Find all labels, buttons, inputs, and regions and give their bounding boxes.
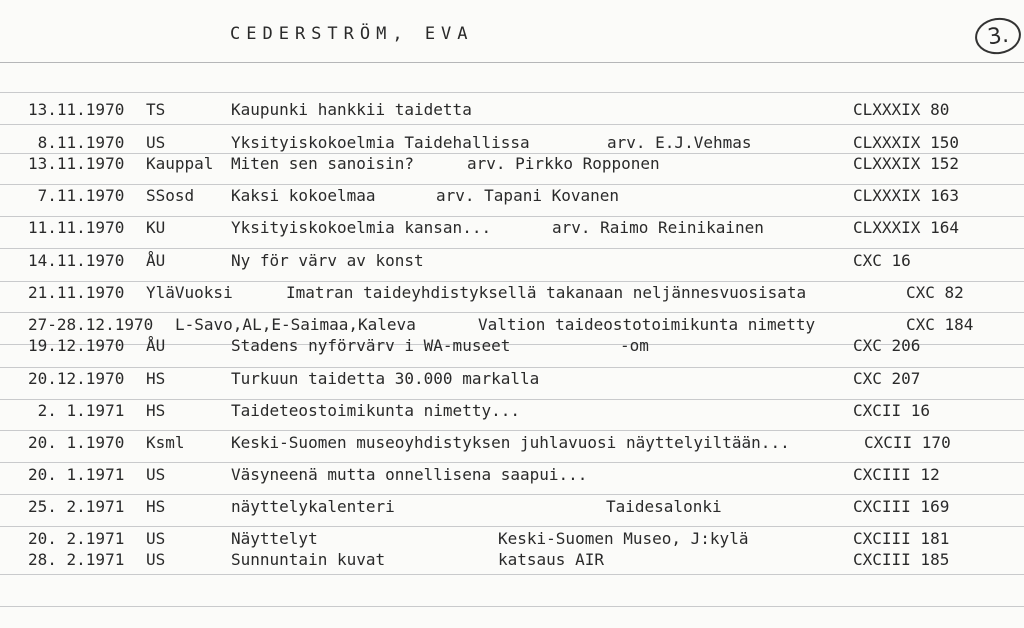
- entry-source: US: [146, 550, 166, 569]
- entry-title: Taideteostoimikunta nimetty...: [231, 401, 520, 420]
- entry-title: Kaksi kokoelmaa: [231, 186, 376, 205]
- entry-ref: CLXXXIX 152: [853, 154, 959, 173]
- entry-title: Imatran taideyhdistyksellä takanaan neljännesvuosisata: [286, 283, 807, 302]
- entry-source: L-Savo,AL,E-Saimaa,Kaleva: [175, 315, 416, 334]
- entry-date: 8.11.1970: [28, 133, 125, 152]
- ruled-line: [0, 606, 1024, 607]
- entry-ref: CXC 82: [906, 283, 964, 302]
- entry-source: HS: [146, 401, 166, 420]
- entry-ref: CLXXXIX 80: [853, 100, 950, 119]
- entry-source: Ksml: [146, 433, 185, 452]
- entry-ref: CLXXXIX 163: [853, 186, 959, 205]
- ruled-line: [0, 92, 1024, 93]
- entry-date: 20. 1.1971: [28, 465, 125, 484]
- ruled-line: [0, 248, 1024, 249]
- entry-date: 13.11.1970: [28, 154, 125, 173]
- entry-date: 7.11.1970: [28, 186, 125, 205]
- entry-source: Kauppal: [146, 154, 214, 173]
- entry-date: 20.12.1970: [28, 369, 125, 388]
- entry-note: arv. E.J.Vehmas: [607, 133, 752, 152]
- entry-title: Sunnuntain kuvat: [231, 550, 386, 569]
- entry-note: Taidesalonki: [606, 497, 722, 516]
- entry-note: katsaus AIR: [498, 550, 604, 569]
- entry-title: Väsyneenä mutta onnellisena saapui...: [231, 465, 588, 484]
- entry-title: Keski-Suomen museoyhdistyksen juhlavuosi näyttelyiltään...: [231, 433, 790, 452]
- entry-ref: CXCIII 181: [853, 529, 950, 548]
- entry-source: US: [146, 529, 166, 548]
- card-number-stamp: 3.: [973, 15, 1024, 57]
- card-title: CEDERSTRÖM, EVA: [230, 24, 474, 44]
- entry-title: Miten sen sanoisin?: [231, 154, 415, 173]
- ruled-line: [0, 281, 1024, 282]
- entry-date: 27-28.12.1970: [28, 315, 154, 334]
- entry-title: Ny för värv av konst: [231, 251, 424, 270]
- entry-date: 21.11.1970: [28, 283, 125, 302]
- entry-title: Valtion taideostotoimikunta nimetty: [478, 315, 816, 334]
- ruled-line: [0, 312, 1024, 313]
- entry-title: Stadens nyförvärv i WA-museet: [231, 336, 511, 355]
- ruled-line: [0, 430, 1024, 431]
- entry-note: arv. Pirkko Ropponen: [467, 154, 660, 173]
- entry-source: ÅU: [146, 251, 166, 270]
- ruled-line: [0, 526, 1024, 527]
- entry-date: 20. 2.1971: [28, 529, 125, 548]
- ruled-line: [0, 367, 1024, 368]
- entry-ref: CXC 206: [853, 336, 921, 355]
- ruled-line: [0, 124, 1024, 125]
- entry-source: HS: [146, 497, 166, 516]
- entry-note: arv. Tapani Kovanen: [436, 186, 620, 205]
- entry-source: KU: [146, 218, 166, 237]
- ruled-line: [0, 574, 1024, 575]
- entry-date: 2. 1.1971: [28, 401, 125, 420]
- entry-source: ÅU: [146, 336, 166, 355]
- entry-note: arv. Raimo Reinikainen: [552, 218, 764, 237]
- entry-note: -om: [620, 336, 649, 355]
- ruled-line: [0, 216, 1024, 217]
- entry-ref: CXCIII 169: [853, 497, 950, 516]
- entry-ref: CXCIII 185: [853, 550, 950, 569]
- entry-ref: CLXXXIX 150: [853, 133, 959, 152]
- entry-ref: CXC 207: [853, 369, 921, 388]
- ruled-line: [0, 494, 1024, 495]
- entry-source: US: [146, 133, 166, 152]
- entry-source: US: [146, 465, 166, 484]
- ruled-line: [0, 399, 1024, 400]
- entry-title: Kaupunki hankkii taidetta: [231, 100, 472, 119]
- ruled-line: [0, 462, 1024, 463]
- entry-date: 13.11.1970: [28, 100, 125, 119]
- entry-title: Yksityiskokoelmia kansan...: [231, 218, 492, 237]
- entry-ref: CXC 16: [853, 251, 911, 270]
- entry-date: 20. 1.1970: [28, 433, 125, 452]
- entry-ref: CXCII 16: [853, 401, 931, 420]
- entry-ref: CXCII 170: [864, 433, 951, 452]
- entry-source: TS: [146, 100, 166, 119]
- header-rule: [0, 62, 1024, 63]
- entry-date: 28. 2.1971: [28, 550, 125, 569]
- entry-date: 19.12.1970: [28, 336, 125, 355]
- entry-date: 14.11.1970: [28, 251, 125, 270]
- entry-source: SSosd: [146, 186, 195, 205]
- entry-ref: CLXXXIX 164: [853, 218, 959, 237]
- entry-ref: CXCIII 12: [853, 465, 940, 484]
- entry-date: 25. 2.1971: [28, 497, 125, 516]
- entry-note: Keski-Suomen Museo, J:kylä: [498, 529, 749, 548]
- entry-title: Yksityiskokoelmia Taidehallissa: [231, 133, 530, 152]
- ruled-line: [0, 184, 1024, 185]
- entry-source: HS: [146, 369, 166, 388]
- entry-source: YläVuoksi: [146, 283, 233, 302]
- entry-title: näyttelykalenteri: [231, 497, 395, 516]
- entry-ref: CXC 184: [906, 315, 974, 334]
- entry-title: Näyttelyt: [231, 529, 318, 548]
- entry-title: Turkuun taidetta 30.000 markalla: [231, 369, 540, 388]
- entry-date: 11.11.1970: [28, 218, 125, 237]
